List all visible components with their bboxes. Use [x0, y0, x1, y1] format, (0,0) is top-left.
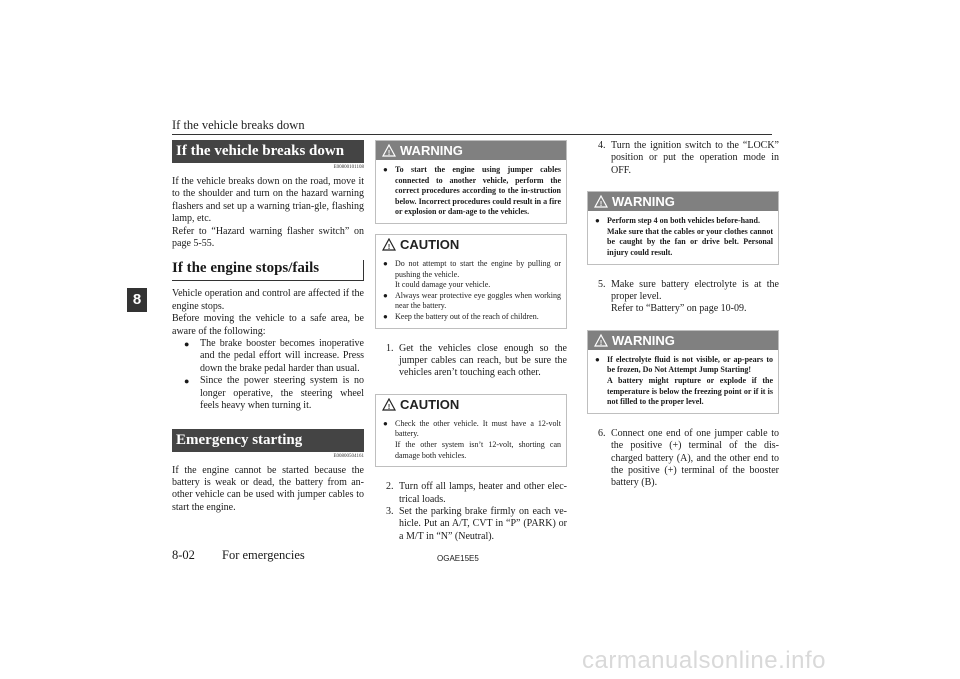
step-1: 1. Get the vehicles close enough so the jumper cables can reach, but be sure the vehicles aren’t touching each other.: [386, 342, 567, 379]
column-right: [587, 140, 779, 490]
warning-item-continued: A battery might rupture or explode if the temperature is below the freezing point or if it is not filled to the proper level.: [607, 376, 773, 407]
running-head: If the vehicle breaks down: [172, 118, 305, 132]
page-number: 8-02: [172, 548, 195, 562]
bullet-icon: ●: [184, 339, 190, 350]
document-code: OGAE15E5: [437, 554, 479, 563]
caution-item: ● Keep the battery out of the reach of children.: [383, 311, 539, 321]
paragraph-reference: Refer to “Hazard warning flasher switch” on page 5-55.: [172, 225, 364, 250]
section-code: E00800101108: [333, 165, 364, 170]
section-title-breaks-down: If the vehicle breaks down: [172, 140, 364, 163]
paragraph: If the vehicle breaks down on the road, move it to the shoulder and turn on the hazard warning flashers and set up a warning trian-gle, flashing lamp, etc.: [172, 176, 364, 225]
bullet-icon: ●: [184, 376, 190, 387]
svg-text:!: !: [599, 201, 603, 209]
bullet-list: [172, 338, 364, 412]
bullet-icon: ●: [383, 418, 388, 428]
warning-item: ● Perform step 4 on both vehicles before-hand.: [595, 216, 760, 226]
bullet-icon: ●: [383, 165, 388, 174]
warning-item: ● If electrolyte fluid is not visible, or ap-pears to be frozen, Do Not Attempt Jump Starting!: [595, 354, 773, 375]
bullet-icon: ●: [383, 311, 388, 321]
svg-text:!: !: [387, 150, 391, 157]
warning-box: [587, 191, 779, 264]
svg-text:!: !: [387, 403, 391, 411]
paragraph: Before moving the vehicle to a safe area, be aware of the following:: [172, 313, 364, 337]
caution-item: ● Check the other vehicle. It must have a 12-volt battery.: [383, 418, 561, 439]
warning-triangle-icon: [594, 195, 608, 208]
warning-box: [587, 330, 779, 414]
warning-header: ! WARNING: [376, 141, 566, 160]
step-5-reference: Refer to “Battery” on page 10-09.: [611, 303, 747, 315]
column-left: [172, 140, 364, 514]
caution-item-continued: It could damage your vehicle.: [395, 280, 491, 290]
step-2: 2. Turn off all lamps, heater and other elec-trical loads.: [386, 481, 567, 505]
svg-text:!: !: [599, 339, 603, 347]
svg-text:!: !: [387, 243, 391, 251]
section-title-emergency-starting: Emergency starting: [172, 429, 364, 452]
bullet-item: ● Since the power steering system is no longer operative, the steering wheel feels heavy when turning it.: [184, 375, 364, 412]
watermark: carmanualsonline.info: [582, 647, 826, 674]
caution-header: ! CAUTION: [376, 235, 566, 254]
section-code: E00800504161: [333, 453, 364, 459]
column-middle: [375, 140, 567, 543]
bullet-icon: ●: [595, 354, 600, 364]
warning-triangle-icon: [594, 334, 608, 347]
caution-triangle-icon: [382, 398, 396, 411]
caution-triangle-icon: [382, 238, 396, 251]
warning-header: ! WARNING: [588, 331, 778, 350]
step-6: 6. Connect one end of one jumper cable to the positive (+) terminal of the dis-charged battery (A), and the other end to the positive (+) terminal of the booster battery (B).: [598, 427, 779, 489]
warning-triangle-icon: [382, 144, 396, 157]
bullet-item: ● The brake booster becomes inoperative and the pedal effort will increase. Press down the brake pedal harder than usual.: [184, 338, 364, 374]
bullet-icon: ●: [383, 290, 388, 300]
chapter-tab: 8: [127, 288, 147, 312]
caution-box: [375, 234, 567, 329]
header-rule: [172, 134, 772, 135]
caution-item-continued: If the other system isn’t 12-volt, shorting can damage both vehicles.: [395, 439, 561, 460]
warning-item-continued: Make sure that the cables or your clothes cannot be caught by the fan or drive belt. Personal injury could result.: [607, 226, 773, 257]
step-3: 3. Set the parking brake firmly on each ve-hicle. Put an A/T, CVT in “P” (PARK) or a M/T in “N” (Neutral).: [386, 505, 567, 542]
step-4: 4. Turn the ignition switch to the “LOCK” position or put the operation mode in OFF.: [598, 140, 779, 176]
caution-header: ! CAUTION: [376, 395, 566, 414]
bullet-icon: ●: [595, 216, 600, 226]
caution-item: ● Do not attempt to start the engine by pulling or pushing the vehicle.: [383, 258, 561, 279]
caution-item: ● Always wear protective eye goggles when working near the battery.: [383, 290, 561, 311]
section-title-engine-stops: If the engine stops/fails: [172, 260, 364, 281]
paragraph: If the engine cannot be started because the battery is weak or dead, the battery from an-other vehicle can be used with jumper cables to start the engine.: [172, 464, 364, 513]
warning-item: ● To start the engine using jumper cables connected to another vehicle, perform the correct procedures according to the in-struction below. Incorrect procedures could result in a fire or explosion or dam-age to the vehicles.: [383, 165, 561, 217]
caution-box: [375, 394, 567, 467]
warning-box: [375, 140, 567, 224]
paragraph: Vehicle operation and control are affected if the engine stops.: [172, 288, 364, 312]
step-5: 5. Make sure battery electrolyte is at the proper level.: [598, 278, 779, 302]
footer-chapter: For emergencies: [222, 548, 305, 562]
bullet-icon: ●: [383, 258, 388, 268]
warning-header: ! WARNING: [588, 192, 778, 211]
